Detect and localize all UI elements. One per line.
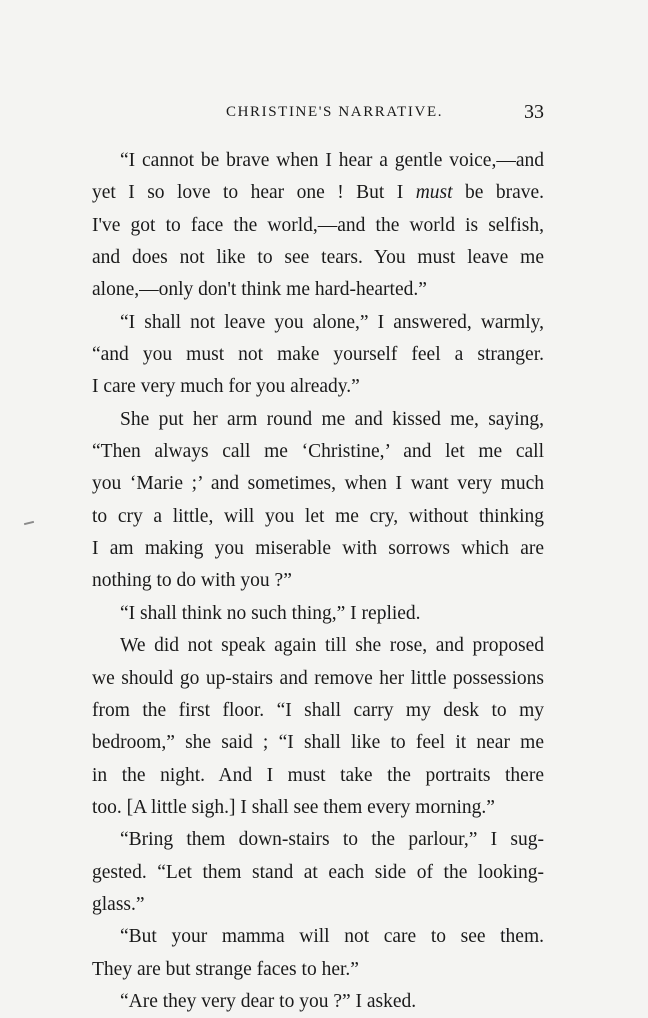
text-line (92, 242, 544, 274)
text-segment: “Bring them down-stairs to the parlour,” I sug- (120, 829, 544, 851)
text-segment: alone,—only don't think me hard-hearted.” (92, 279, 427, 301)
text-line (92, 727, 544, 759)
text-segment: “and you must not make yourself feel a stranger. (92, 344, 544, 366)
text-segment: too. [A little sigh.] I shall see them every morning.” (92, 796, 495, 818)
text-line (92, 533, 544, 565)
text-line (92, 501, 544, 533)
text-line (92, 792, 544, 824)
text-segment: you ‘Marie ;’ and sometimes, when I want very much (92, 473, 544, 495)
text-segment: She put her arm round me and kissed me, saying, (120, 408, 544, 430)
text-line (92, 760, 544, 792)
text-line (92, 307, 544, 339)
text-segment: bedroom,” she said ; “I shall like to feel it near me (92, 732, 544, 754)
text-segment: to cry a little, will you let me cry, without thinking (92, 505, 544, 527)
running-head (120, 101, 544, 128)
text-line (92, 695, 544, 727)
text-segment: “Are they very dear to you ?” I asked. (120, 990, 417, 1012)
text-segment: glass.” (92, 893, 145, 915)
text-segment: I've got to face the world,—and the world is selfish, (92, 214, 544, 236)
text-segment: must (415, 182, 453, 204)
text-segment: in the night. And I must take the portraits there (92, 764, 544, 786)
margin-mark (24, 521, 34, 525)
text-line (92, 954, 544, 986)
text-line (92, 274, 544, 306)
text-segment: I am making you miserable with sorrows which are (92, 538, 544, 560)
text-segment: “I shall not leave you alone,” I answered, warmly, (120, 311, 544, 333)
text-line (92, 824, 544, 856)
text-segment: from the first floor. “I shall carry my desk to my (92, 699, 544, 721)
text-line (92, 404, 544, 436)
text-segment: we should go up-stairs and remove her little possessions (92, 667, 544, 689)
text-segment: nothing to do with you ?” (92, 570, 292, 592)
text-line (92, 565, 544, 597)
text-segment: be brave. (452, 182, 544, 204)
text-line (92, 145, 544, 177)
text-line (92, 177, 544, 209)
text-line (92, 889, 544, 921)
text-line (92, 663, 544, 695)
text-line (92, 630, 544, 662)
text-line (92, 598, 544, 630)
text-segment: yet I so love to hear one ! But I (92, 182, 416, 204)
body-text (92, 145, 544, 1018)
text-segment: “I shall think no such thing,” I replied. (120, 602, 421, 624)
text-segment: “Then always call me ‘Christine,’ and let me call (92, 441, 544, 463)
text-line (92, 339, 544, 371)
text-line (92, 986, 544, 1018)
page-number: 33 (524, 101, 544, 123)
text-line (92, 371, 544, 403)
text-segment: “But your mamma will not care to see them. (120, 926, 544, 948)
text-line (92, 468, 544, 500)
text-line (92, 436, 544, 468)
running-title: CHRISTINE'S NARRATIVE. (226, 104, 444, 120)
text-segment: “I cannot be brave when I hear a gentle voice,—and (120, 150, 544, 171)
text-segment: and does not like to see tears. You must leave me (92, 247, 544, 269)
text-line (92, 857, 544, 889)
text-segment: We did not speak again till she rose, and proposed (120, 635, 544, 657)
text-line (92, 210, 544, 242)
text-segment: I care very much for you already.” (92, 376, 360, 398)
text-segment: gested. “Let them stand at each side of the looking- (92, 861, 544, 883)
text-segment: They are but strange faces to her.” (92, 958, 359, 980)
text-line (92, 921, 544, 953)
